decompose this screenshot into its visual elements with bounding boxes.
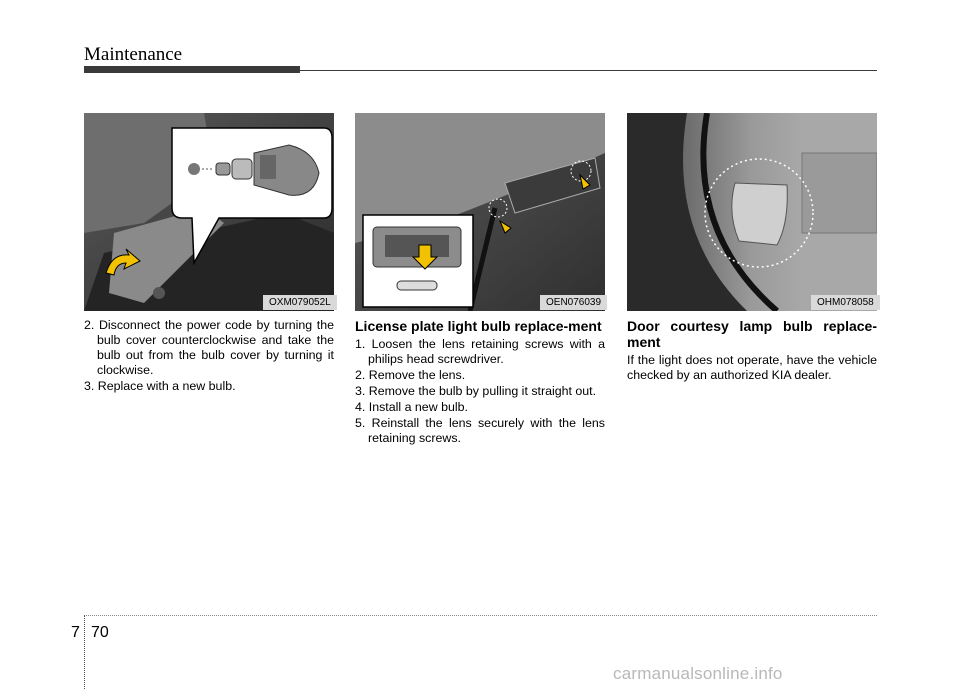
column-headlamp-steps bbox=[84, 318, 334, 395]
step-item: 4. Install a new bulb. bbox=[355, 400, 468, 414]
footer-rule bbox=[84, 615, 877, 616]
figure-code-3: OHM078058 bbox=[811, 295, 880, 310]
figure-headlamp-bulb bbox=[84, 113, 334, 311]
header-rule bbox=[300, 70, 877, 71]
step-item: 3. Remove the bulb by pulling it straight out. bbox=[355, 384, 597, 398]
page-number: 70 bbox=[91, 624, 109, 641]
step-item: 5. Reinstall the lens securely with the lens retaining screws. bbox=[355, 416, 605, 445]
step-item: 1. Loosen the lens retaining screws with a philips head screwdriver. bbox=[355, 337, 605, 366]
column-license-plate bbox=[355, 318, 605, 447]
section-heading-license-plate: License plate light bulb replace-ment bbox=[355, 318, 602, 334]
step-item: 2. Remove the lens. bbox=[355, 368, 466, 382]
page-header-title: Maintenance bbox=[84, 44, 183, 65]
column-courtesy-lamp bbox=[627, 318, 877, 383]
footer-divider bbox=[84, 615, 85, 689]
figure-license-plate-light bbox=[355, 113, 605, 311]
header-bar bbox=[84, 66, 300, 73]
step-item: 2. Disconnect the power code by turning the bulb cover counterclockwise and take the bulb out from the bulb cover by turning it clockwise. bbox=[84, 318, 334, 377]
watermark: carmanualsonline.info bbox=[613, 664, 783, 683]
body-paragraph: If the light does not operate, have the vehicle checked by an authorized KIA dealer. bbox=[627, 353, 877, 382]
section-number: 7 bbox=[71, 624, 80, 641]
figure-door-courtesy-lamp bbox=[627, 113, 877, 311]
section-heading-courtesy-lamp: Door courtesy lamp bulb replace-ment bbox=[627, 318, 877, 350]
figure-code-2: OEN076039 bbox=[540, 295, 607, 310]
step-item: 3. Replace with a new bulb. bbox=[84, 379, 236, 393]
figure-code-1: OXM079052L bbox=[263, 295, 337, 310]
